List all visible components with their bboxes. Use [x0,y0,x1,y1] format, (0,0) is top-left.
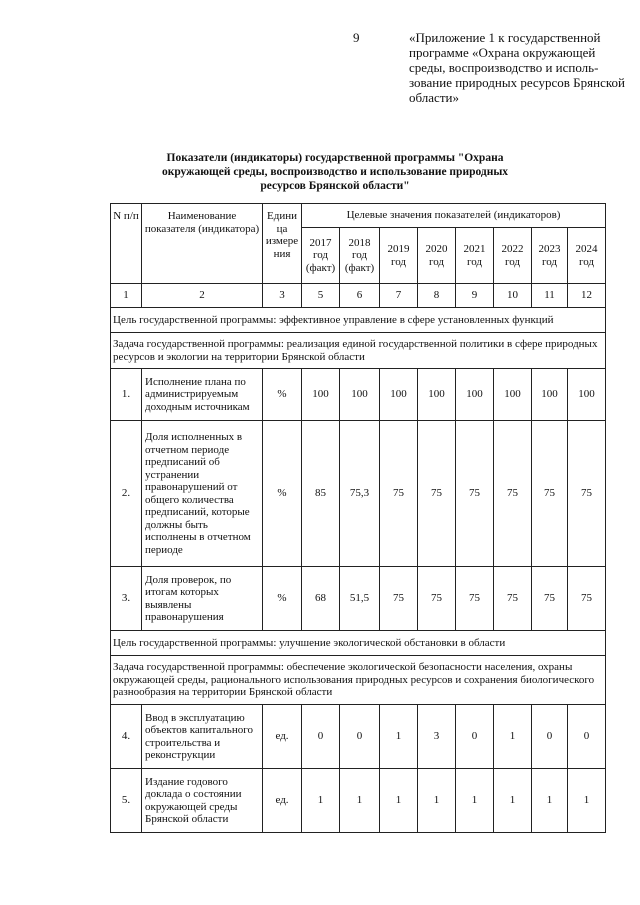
indicator-value: 1 [456,769,494,833]
page-number: 9 [353,30,360,45]
indicator-value: 1 [340,769,380,833]
indicator-value: 75 [532,421,568,567]
column-number: 11 [532,284,568,308]
indicator-value: 100 [418,369,456,421]
column-number: 7 [380,284,418,308]
goal-row [111,631,606,656]
indicator-name: Ввод в эксплуатацию объектов капитального строительства и реконструкции [142,705,263,769]
indicator-value: 100 [302,369,340,421]
indicator-value: 75 [380,567,418,631]
row-number: 4. [111,705,142,769]
row-number: 5. [111,769,142,833]
header-year: 2023 год [532,228,568,284]
indicator-value: 100 [340,369,380,421]
row-number: 1. [111,369,142,421]
header-year: 2018 год (факт) [340,228,380,284]
indicator-value: 0 [568,705,606,769]
header-year: 2022 год [494,228,532,284]
table-row [111,769,606,833]
column-number: 2 [142,284,263,308]
column-number: 6 [340,284,380,308]
indicator-value: 75 [532,567,568,631]
header-row-1 [111,204,606,228]
column-number: 3 [263,284,302,308]
column-number: 5 [302,284,340,308]
indicator-name: Исполнение плана по администрируемым доходным источникам [142,369,263,421]
table-row [111,421,606,567]
header-name: Наименование показателя (индикатора) [142,204,263,284]
table-row [111,567,606,631]
task-1: Задача государственной программы: реализация единой государственной политики в сфере природных ресурсов и экологии на территории Брянской области [111,333,606,369]
indicator-value: 75 [418,567,456,631]
indicator-value: 75 [494,421,532,567]
indicators-table [110,203,606,833]
goal-1: Цель государственной программы: эффективное управление в сфере установленных функций [111,308,606,333]
indicator-unit: % [263,421,302,567]
column-number: 1 [111,284,142,308]
indicator-unit: ед. [263,705,302,769]
indicator-value: 85 [302,421,340,567]
indicator-value: 51,5 [340,567,380,631]
document-title: Показатели (индикаторы) государственной программы "Охрана окружающей среды, воспроизводство и использование природных ресурсов Брянской области" [161,152,509,192]
header-year: 2024 год [568,228,606,284]
appendix-note: «Приложение 1 к государственной программе «Охрана окружающей среды, воспроизводство и исполь-зование природных ресурсов Брянской области» [409,30,625,105]
indicator-value: 100 [456,369,494,421]
indicator-value: 75 [380,421,418,567]
row-number: 3. [111,567,142,631]
indicator-value: 100 [532,369,568,421]
column-numbers-row [111,284,606,308]
indicator-value: 0 [340,705,380,769]
indicator-value: 100 [494,369,532,421]
indicator-value: 0 [302,705,340,769]
header-year: 2019 год [380,228,418,284]
task-row [111,333,606,369]
indicator-value: 75 [456,421,494,567]
header-num: N п/п [111,204,142,284]
column-number: 8 [418,284,456,308]
indicator-value: 75 [418,421,456,567]
indicator-value: 1 [532,769,568,833]
indicator-value: 0 [456,705,494,769]
column-number: 10 [494,284,532,308]
goal-row [111,308,606,333]
row-number: 2. [111,421,142,567]
table-row [111,369,606,421]
task-2: Задача государственной программы: обеспечение экологической безопасности населения, охраны окружающей среды, рационального использования природных ресурсов и сохранения биологического разнообразия на территории Брянской области [111,656,606,705]
indicator-value: 1 [494,705,532,769]
header-targets: Целевые значения показателей (индикаторов) [302,204,606,228]
indicator-value: 1 [418,769,456,833]
indicator-value: 1 [380,705,418,769]
indicator-value: 1 [568,769,606,833]
table-row [111,705,606,769]
indicator-value: 0 [532,705,568,769]
indicator-value: 100 [380,369,418,421]
indicator-name: Издание годового доклада о состоянии окружающей среды Брянской области [142,769,263,833]
indicator-value: 75 [568,567,606,631]
header-year: 2017 год (факт) [302,228,340,284]
header-year: 2020 год [418,228,456,284]
header-unit: Едини ца измере ния [263,204,302,284]
indicator-unit: % [263,567,302,631]
indicator-value: 3 [418,705,456,769]
column-number: 12 [568,284,606,308]
indicator-value: 100 [568,369,606,421]
task-row [111,656,606,705]
indicator-name: Доля исполненных в отчетном периоде предписаний об устранении правонарушений от общего количества предписаний, которые должны быть исполнены в отчетном периоде [142,421,263,567]
indicator-name: Доля проверок, по итогам которых выявлены правонарушения [142,567,263,631]
indicator-value: 1 [494,769,532,833]
goal-2: Цель государственной программы: улучшение экологической обстановки в области [111,631,606,656]
indicator-unit: % [263,369,302,421]
indicator-value: 1 [380,769,418,833]
indicator-value: 75 [494,567,532,631]
indicator-value: 1 [302,769,340,833]
indicator-value: 75 [456,567,494,631]
column-number: 9 [456,284,494,308]
indicator-unit: ед. [263,769,302,833]
indicator-value: 75,3 [340,421,380,567]
header-year: 2021 год [456,228,494,284]
indicator-value: 75 [568,421,606,567]
indicator-value: 68 [302,567,340,631]
